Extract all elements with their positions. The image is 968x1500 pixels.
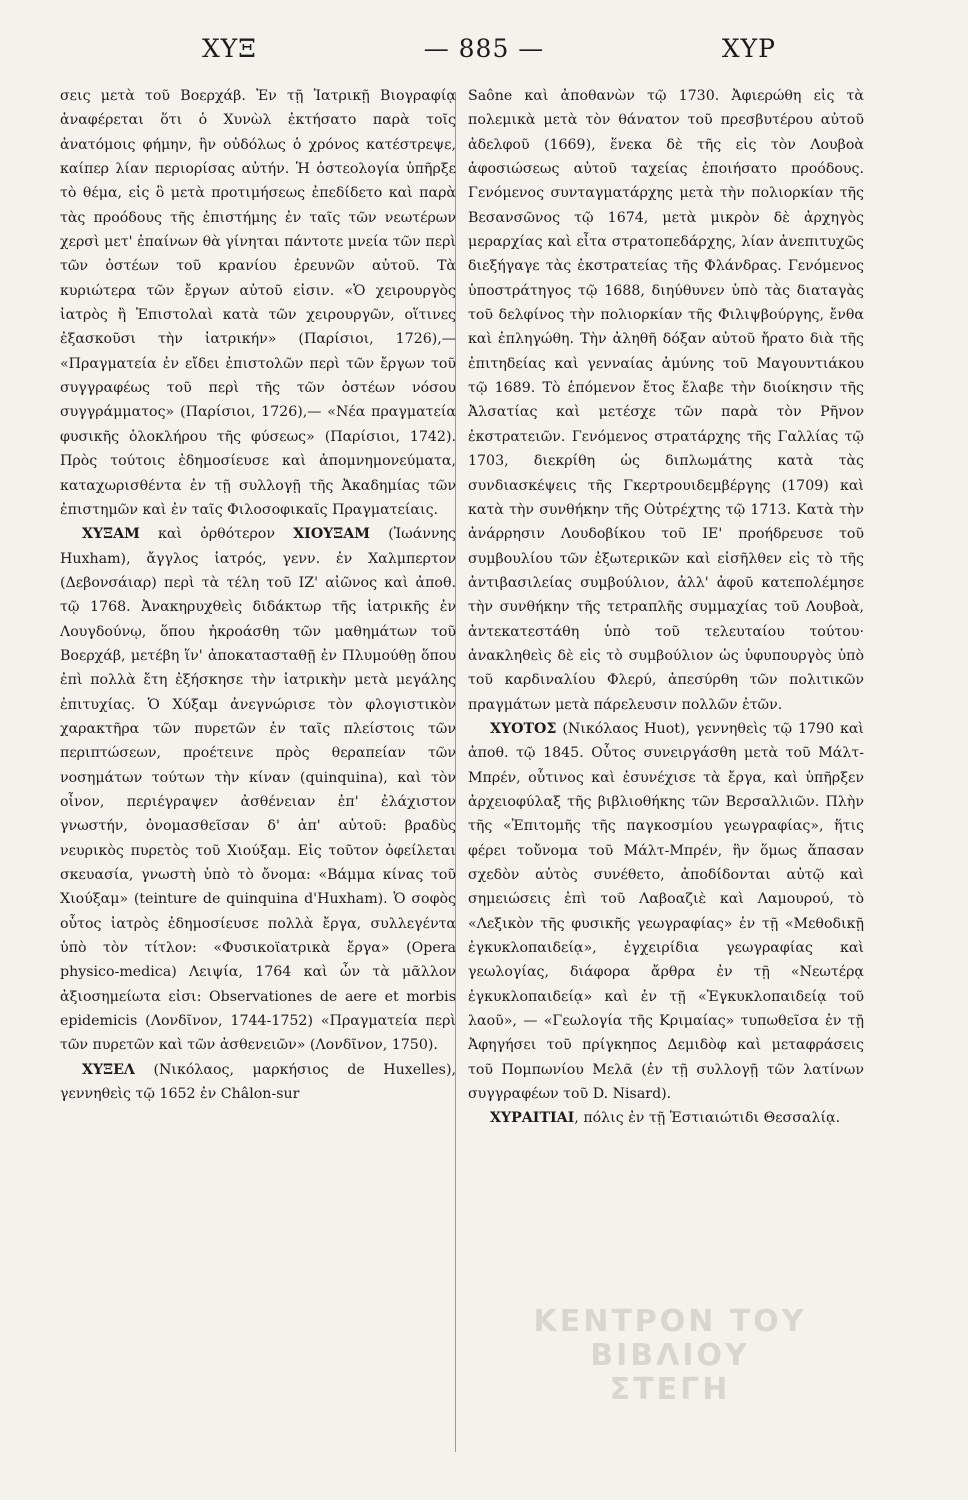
page-number: — 885 —	[423, 34, 545, 63]
entry-hyraitiai	[468, 1106, 864, 1130]
entry-huot	[468, 717, 864, 1107]
entry-continuation-paragraph: σεις μετὰ τοῦ Βοερχάβ. Ἐν τῇ Ἰατρικῇ Βιογραφίᾳ ἀναφέρεται ὅτι ὁ Χυνὼλ ἐκτήσατο παρὰ τοῖς ἀνατόμοις φήμην, ἣν οὐδόλως ὁ χρόνος κατέστρεψε, καίπερ λίαν περιορίσας αὐτήν. Ἡ ὀστεολογία ὑπῆρξε τὸ θέμα, εἰς ὃ μετὰ προτιμήσεως ἐπεδίδετο καὶ παρὰ τὰς προόδους τῆς ἐπιστήμης ἐν ταῖς τῶν νεωτέρων χερσὶ μετ' ἐπαίνων θὰ γίνηται πάντοτε μνεία τῶν περὶ τῶν ὀστέων τοῦ κρανίου ἐρευνῶν αὐτοῦ. Τὰ κυριώτερα τῶν ἔργων αὐτοῦ εἰσιν. «Ὁ χειρουργὸς ἰατρὸς ἢ Ἐπιστολαὶ κατὰ τῶν χειρουργῶν, οἵτινες ἐξασκοῦσι τὴν ἰατρικήν» (Παρίσιοι, 1726),— «Πραγματεία ἐν εἴδει ἐπιστολῶν περὶ τῶν ἔργων τοῦ συγγραφέως τοῦ περὶ τῆς τῶν ὀστέων νόσου συγγράμματος» (Παρίσιοι, 1726),— «Νέα πραγματεία φυσικῆς ὁλοκλήρου τῆς φύσεως» (Παρίσιοι, 1742). Πρὸς τούτοις ἐδημοσίευσε καὶ ἀπομνημονεύματα, καταχωρισθέντα ἐν τῇ συλλογῇ τῆς Ἀκαδημίας τῶν ἐπιστημῶν καὶ ἐν ταῖς Φιλοσοφικαῖς Πραγματείαις.	[60, 88, 456, 518]
entry-body: (Νικόλαος Huot), γεννηθεὶς τῷ 1790 καὶ ἀποθ. τῷ 1845. Οὗτος συνειργάσθη μετὰ τοῦ Μάλτ-Μπρέν, οὗτινος καὶ ἐσυνέχισε τὰ ἔργα, καὶ ὑπῆρξεν ἀρχειοφύλαξ τῆς βιβλιοθήκης τῶν Βερσαλλιῶν. Πλὴν τῆς «Ἐπιτομῆς τῆς παγκοσμίου γεωγραφίας», ἥτις φέρει τοὔνομα τοῦ Μάλτ-Μπρέν, ἣν ὅμως ἅπασαν σχεδὸν αὐτὸς συνέθετο, ἀποδίδονται αὐτῷ καὶ σημειώσεις ἐπὶ τοῦ Λαβοαζιὲ καὶ Λαμουρού, τὸ «Λεξικὸν τῆς φυσικῆς γεωγραφίας» ἐν τῇ «Μεθοδικῇ ἐγκυκλοπαιδείᾳ», ἐγχειρίδια γεωγραφίας καὶ γεωλογίας, διάφορα ἄρθρα ἐν τῇ «Νεωτέρᾳ ἐγκυκλοπαιδείᾳ» καὶ ἐν τῇ «Ἐγκυκλοπαιδείᾳ τοῦ λαοῦ», — «Γεωλογία τῆς Κριμαίας» τυπωθεῖσα ἐν τῇ Ἀφηγήσει τοῦ πρίγκηπος Δεμιδὸφ καὶ μεταφράσεις τοῦ Πομπωνίου Μελᾶ (ἐν τῇ συλλογῇ τῶν λατίνων συγγραφέων τοῦ D. Nisard).	[468, 720, 864, 1103]
entry-huxelles	[60, 1058, 456, 1107]
entry-headword: ΧΥΡΑΙΤΙΑΙ	[490, 1110, 575, 1127]
entry-headword: ΧΥΞΕΛ	[82, 1061, 135, 1078]
entry-huxham	[60, 522, 456, 1058]
page-header	[52, 34, 916, 78]
entry-headword: ΧΥΞΑΜ	[82, 526, 140, 543]
entry-body: (Νικόλαος, μαρκήσιος de Huxelles), γεννηθεὶς τῷ 1652 ἐν Châlon-sur	[60, 1061, 456, 1103]
stamp-line: ΚΕΝΤΡΟΝ ΤΟΥ ΒΙΒΛΙΟΥ	[533, 1304, 807, 1373]
entry-headword: ΧΥΟΤΟΣ	[490, 720, 557, 737]
header-right-guide-word: ΧΥΡ	[721, 34, 776, 63]
stamp-line: ΣΤΕΓΗ	[609, 1372, 731, 1407]
right-column	[468, 84, 864, 1131]
entry-continuation-paragraph: Saône καὶ ἀποθανὼν τῷ 1730. Ἀφιερώθη εἰς τὰ πολεμικὰ μετὰ τὸν θάνατον τοῦ πρεσβυτέρου αὐτοῦ ἀδελφοῦ (1669), ἕνεκα δὲ τῆς εἰς τὸν Λουβοὰ ἀφοσιώσεως αὐτοῦ ταχείας ἐποιήσατο προόδους. Γενόμενος συνταγματάρχης μετὰ τὴν πολιορκίαν τῆς Βεσανσῶνος τῷ 1674, μετὰ μικρὸν δὲ ἀρχηγὸς μεραρχίας καὶ εἶτα στρατοπεδάρχης, λίαν ἀνεπιτυχῶς διεξήγαγε τὰς ἐκστρατείας τῆς Φλάνδρας. Γενόμενος ὑποστράτηγος τῷ 1688, διηύθυνεν ὑπὸ τὰς διαταγὰς τοῦ δελφίνος τὴν πολιορκίαν τῆς Φιλιψβούργης, ἔνθα καὶ ἐπληγώθη. Τὴν ἀληθῆ δόξαν αὐτοῦ ἤρατο διὰ τῆς ἐπιτηδείας καὶ γενναίας ἀμύνης τοῦ Μαγουντιάκου τῷ 1689. Τὸ ἑπόμενον ἔτος ἔλαβε τὴν διοίκησιν τῆς Ἀλσατίας καὶ μετέσχε τῶν παρὰ τὸν Ρῆνον ἐκστρατειῶν. Γενόμενος στρατάρχης τῆς Γαλλίας τῷ 1703, διεκρίθη ὡς διπλωμάτης κατὰ τὰς συνδιασκέψεις τῆς Γκερτρουιδεμβέργης (1709) καὶ κατὰ τὴν συνθήκην τῆς Οὐτρέχτης τῷ 1713. Κατὰ τὴν ἀνάρρησιν Λουδοβίκου τοῦ ΙΕ' προήδρευσε τοῦ συμβουλίου τῶν ἐξωτερικῶν καὶ εἰσῆλθεν εἰς τὸ τῆς ἀντιβασιλείας συμβούλιον, ἀλλ' ἀφοῦ κατεπολέμησε τὴν συνθήκην τῆς τετραπλῆς συμμαχίας τοῦ Λουβοὰ, ἀντεκατεστάθη ὑπὸ τοῦ τελευταίου τούτου· ἀνακληθεὶς δὲ εἰς τὸ συμβούλιον ὡς ὑφυπουργὸς ὑπὸ τοῦ καρδιναλίου Φλερύ, ἀπεσύρθη τῶν πολιτικῶν πραγμάτων μετὰ πάρελευσιν πολλῶν ἐτῶν.	[468, 88, 864, 713]
entry-text: καὶ ὀρθότερον	[139, 526, 294, 543]
entry-headword-alt: ΧΙΟΥΞΑΜ	[293, 526, 370, 543]
library-stamp-watermark	[470, 1305, 870, 1455]
entry-body: (Ἰωάννης Huxham), ἄγγλος ἰατρός, γενν. ἐν Χαλμπερτον (Δεβονσάιαρ) περὶ τὰ τέλη τοῦ ΙΖ' αἰῶνος καὶ ἀποθ. τῷ 1768. Ἀνακηρυχθεὶς διδάκτωρ τῆς ἰατρικῆς ἐν Λουγδούνῳ, ὅπου ἠκροάσθη τῶν μαθημάτων τοῦ Βοερχάβ, μετέβη ἵν' ἀποκατασταθῇ ἐν Πλυμούθῃ ὅπου ἐπὶ πολλὰ ἔτη ἐξήσκησε τὴν ἰατρικὴν μετὰ μεγάλης ἐπιτυχίας. Ὁ Χύξαμ ἀνεγνώρισε τὸν φλογιστικὸν χαρακτῆρα τῶν πυρετῶν ἐν ταῖς πλείστοις τῶν περιπτώσεων, προέτεινε πρὸς θεραπείαν τῶν νοσημάτων τούτων τὴν κίναν (quinquina), καὶ τὸν οἶνον, περιέγραψεν ἀσθένειαν ἐπ' ἐλάχιστον γνωστήν, ὀνομασθεῖσαν δ' ἀπ' αὐτοῦ: βραδὺς νευρικὸς πυρετὸς τοῦ Χιούξαμ. Εἰς τοῦτον ὀφείλεται σκευασία, γνωστὴ ὑπὸ τὸ ὄνομα: «Βάμμα κίνας τοῦ Χιούξαμ» (teinture de quinquina d'Huxham). Ὁ σοφὸς οὗτος ἰατρὸς ἐδημοσίευσε πολλὰ ἔργα, συλλεγέντα ὑπὸ τὸν τίτλον: «Φυσικοϊατρικὰ ἔργα» (Opera physico-medica) Λειψία, 1764 καὶ ὧν τὰ μᾶλλον ἀξιοσημείωτα εἰσι: Observationes de aere et morbis epidemicis (Λονδῖνον, 1744-1752) «Πραγματεία περὶ τῶν πυρετῶν καὶ τῶν ἀσθενειῶν» (Λονδῖνον, 1750).	[60, 526, 456, 1054]
entry-body: , πόλις ἐν τῇ Ἑστιαιώτιδι Θεσσαλίᾳ.	[574, 1110, 841, 1127]
header-left-guide-word: ΧΥΞ	[202, 34, 257, 63]
left-column	[60, 84, 456, 1106]
